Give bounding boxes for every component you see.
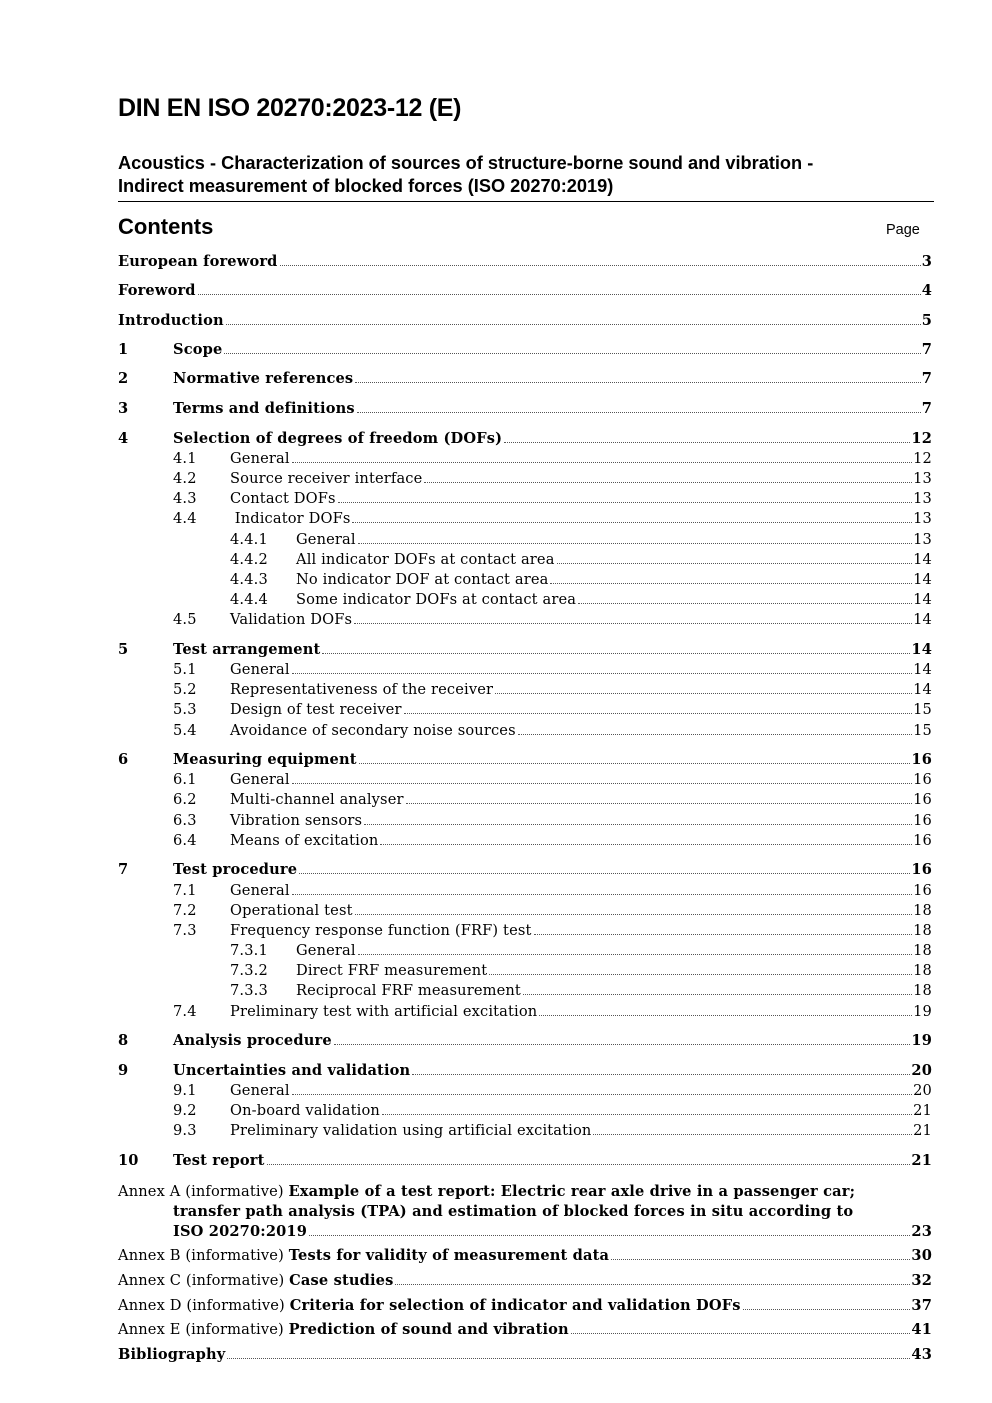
dot-leader: [357, 412, 921, 413]
annex-prefix: Annex E (informative): [118, 1321, 289, 1338]
toc-entry[interactable]: [118, 311, 932, 331]
dot-leader: [611, 1259, 910, 1260]
dot-leader: [334, 1044, 911, 1045]
annex-title: Tests for validity of measurement data: [288, 1247, 610, 1264]
toc-entry[interactable]: [118, 1081, 932, 1101]
toc-entry-number: 9.1: [173, 1082, 197, 1099]
toc-entry-page: 14: [911, 641, 932, 658]
toc-entry-page: 20: [911, 1062, 932, 1079]
dot-leader: [364, 824, 912, 825]
toc-entry-number: 6.3: [173, 812, 197, 829]
toc-entry[interactable]: [118, 1031, 932, 1051]
toc-entry-title: Measuring equipment: [173, 751, 357, 768]
dot-leader: [578, 603, 912, 604]
toc-entry-page: 16: [913, 771, 932, 788]
toc-entry-title: Foreword: [118, 282, 196, 299]
toc-entry[interactable]: [118, 550, 932, 570]
dot-leader: [292, 894, 912, 895]
toc-entry-page: 16: [913, 812, 932, 829]
subtitle-line-2: Indirect measurement of blocked forces (ISO 20270:2019): [118, 176, 614, 196]
toc-annex[interactable]: [118, 1320, 932, 1340]
toc-entry-number: 4.4.3: [230, 571, 268, 588]
dot-leader: [358, 954, 912, 955]
toc-entry-page: 16: [911, 751, 932, 768]
toc-entry-number: 4.2: [173, 470, 197, 487]
table-of-contents: [118, 0, 932, 1403]
toc-entry-page: 16: [913, 791, 932, 808]
toc-entry-title: Representativeness of the receiver: [230, 681, 494, 698]
toc-entry-title: General: [230, 661, 290, 678]
toc-entry-page: 16: [913, 882, 932, 899]
dot-leader: [292, 673, 912, 674]
toc-entry-page: 7: [921, 400, 932, 417]
toc-entry[interactable]: [118, 1002, 932, 1022]
toc-entry-title: Selection of degrees of freedom (DOFs): [173, 430, 503, 447]
toc-entry[interactable]: [118, 429, 932, 449]
annex-prefix: Annex A (informative): [118, 1183, 289, 1200]
toc-entry-number: 7.1: [173, 882, 197, 899]
toc-annex[interactable]: [118, 1271, 932, 1291]
toc-entry[interactable]: [118, 790, 932, 810]
dot-leader: [504, 442, 910, 443]
toc-entry-page: 30: [911, 1247, 932, 1264]
toc-entry-title: Design of test receiver: [230, 701, 402, 718]
toc-entry[interactable]: [118, 981, 932, 1001]
dot-leader: [571, 1333, 911, 1334]
dot-leader: [355, 382, 920, 383]
dot-leader: [280, 265, 921, 266]
toc-entry-page: 43: [911, 1346, 932, 1363]
annex-prefix: Annex D (informative): [118, 1297, 290, 1314]
toc-entry[interactable]: [118, 1061, 932, 1081]
toc-entry[interactable]: [118, 1151, 932, 1171]
toc-entry-page: 32: [911, 1272, 932, 1289]
toc-entry-page: 18: [913, 922, 932, 939]
annex-a-title-line-2: transfer path analysis (TPA) and estimation of blocked forces in situ according to: [173, 1203, 854, 1220]
toc-entry[interactable]: [118, 509, 932, 529]
dot-leader: [382, 1114, 912, 1115]
toc-entry-page: 4: [921, 282, 932, 299]
toc-annex[interactable]: [118, 1246, 932, 1266]
toc-entry-number: 7.3.2: [230, 962, 268, 979]
toc-entry[interactable]: [118, 590, 932, 610]
toc-entry-number: 5.2: [173, 681, 197, 698]
toc-entry-page: 7: [921, 341, 932, 358]
toc-entry[interactable]: [118, 1101, 932, 1121]
toc-entry-page: 13: [913, 470, 932, 487]
toc-entry-page: 3: [921, 253, 932, 270]
toc-entry[interactable]: [118, 369, 932, 389]
toc-entry[interactable]: [118, 530, 932, 550]
dot-leader: [406, 803, 913, 804]
toc-entry-number: 5.3: [173, 701, 197, 718]
toc-entry-page: 21: [913, 1122, 932, 1139]
dot-leader: [292, 462, 912, 463]
toc-entry-title: Source receiver interface: [230, 470, 423, 487]
annex-title: Prediction of sound and vibration: [288, 1321, 569, 1338]
annex-prefix: Annex B (informative): [118, 1247, 289, 1264]
toc-annex-a[interactable]: [118, 1182, 855, 1202]
toc-entry-title: General: [296, 531, 356, 548]
toc-entry-title: General: [230, 1082, 290, 1099]
toc-entry-page: 18: [913, 942, 932, 959]
toc-entry-number: 5.1: [173, 661, 197, 678]
dot-leader: [495, 693, 912, 694]
toc-entry-title: General: [230, 450, 290, 467]
toc-entry-title: Test arrangement: [173, 641, 321, 658]
annex-a-title-line-3: ISO 20270:2019: [173, 1223, 308, 1240]
toc-entry-page: 13: [913, 531, 932, 548]
toc-entry-page: 14: [913, 611, 932, 628]
toc-entry[interactable]: [118, 860, 932, 880]
toc-entry[interactable]: [118, 1121, 932, 1141]
toc-entry-number: 7.3.3: [230, 982, 268, 999]
toc-entry-title: On-board validation: [230, 1102, 380, 1119]
toc-entry-page: 14: [913, 661, 932, 678]
toc-entry[interactable]: [118, 489, 932, 509]
toc-entry-title: Preliminary test with artificial excitation: [230, 1003, 538, 1020]
toc-entry-number: 2: [118, 370, 129, 387]
toc-entry-number: 4.4.2: [230, 551, 268, 568]
toc-entry-page: 18: [913, 982, 932, 999]
toc-entry[interactable]: [118, 811, 932, 831]
toc-entry-page: 12: [911, 430, 932, 447]
toc-entry[interactable]: [118, 831, 932, 851]
toc-entry[interactable]: [118, 449, 932, 469]
toc-entry-number: 7.3.1: [230, 942, 268, 959]
toc-entry-number: 1: [118, 341, 129, 358]
toc-entry-number: 6.4: [173, 832, 197, 849]
toc-entry-page: 13: [913, 510, 932, 527]
toc-entry-page: 18: [913, 902, 932, 919]
toc-entry-page: 7: [921, 370, 932, 387]
dot-leader: [299, 873, 910, 874]
toc-entry-page: 18: [913, 962, 932, 979]
dot-leader: [354, 623, 912, 624]
dot-leader: [309, 1235, 910, 1236]
toc-entry-title: Means of excitation: [230, 832, 379, 849]
toc-entry[interactable]: [118, 281, 932, 301]
toc-entry-page: 15: [913, 722, 932, 739]
toc-entry-page: 12: [913, 450, 932, 467]
toc-entry-title: Introduction: [118, 312, 224, 329]
toc-entry-title: No indicator DOF at contact area: [296, 571, 549, 588]
dot-leader: [523, 994, 912, 995]
toc-entry-page: 19: [913, 1003, 932, 1020]
toc-entry-number: 8: [118, 1032, 129, 1049]
toc-entry-number: 4: [118, 430, 129, 447]
toc-entry-number: 5: [118, 641, 129, 658]
toc-entry-title: General: [296, 942, 356, 959]
page-column-label: Page: [886, 222, 920, 238]
toc-entry-number: 10: [118, 1152, 139, 1169]
toc-entry-page: 5: [921, 312, 932, 329]
dot-leader: [518, 734, 912, 735]
toc-entry[interactable]: [118, 660, 932, 680]
toc-entry-number: 5.4: [173, 722, 197, 739]
toc-entry[interactable]: [118, 770, 932, 790]
toc-entry-title: Indicator DOFs: [230, 510, 351, 527]
toc-entry-page: 20: [913, 1082, 932, 1099]
toc-entry-page: 23: [911, 1223, 932, 1240]
toc-entry-title: Test report: [173, 1152, 265, 1169]
toc-entry-number: 7.3: [173, 922, 197, 939]
dot-leader: [539, 1015, 912, 1016]
dot-leader: [534, 934, 913, 935]
toc-entry-title: General: [230, 771, 290, 788]
toc-entry-page: 21: [911, 1152, 932, 1169]
dot-leader: [267, 1164, 911, 1165]
toc-entry-number: 3: [118, 400, 129, 417]
toc-entry-title: Terms and definitions: [173, 400, 355, 417]
annex-title: Criteria for selection of indicator and validation DOFs: [289, 1297, 741, 1314]
toc-entry-number: 6: [118, 751, 129, 768]
toc-entry-page: 14: [913, 681, 932, 698]
dot-leader: [359, 763, 911, 764]
toc-annex[interactable]: [118, 1296, 932, 1316]
toc-entry[interactable]: [118, 750, 932, 770]
toc-entry[interactable]: [118, 610, 932, 630]
toc-entry-page: 41: [911, 1321, 932, 1338]
toc-entry[interactable]: [118, 469, 932, 489]
toc-entry[interactable]: [118, 700, 932, 720]
toc-entry[interactable]: [118, 399, 932, 419]
toc-entry-page: 16: [911, 861, 932, 878]
toc-entry-number: 4.5: [173, 611, 197, 628]
dot-leader: [292, 783, 912, 784]
dot-leader: [198, 294, 921, 295]
toc-entry[interactable]: [118, 640, 932, 660]
toc-entry-title: General: [230, 882, 290, 899]
toc-entry-number: 7: [118, 861, 129, 878]
toc-entry[interactable]: [118, 901, 932, 921]
dot-leader: [338, 502, 912, 503]
dot-leader: [743, 1309, 911, 1310]
toc-entry-title: Direct FRF measurement: [296, 962, 488, 979]
dot-leader: [322, 653, 910, 654]
toc-entry-title: Some indicator DOFs at contact area: [296, 591, 577, 608]
toc-entry-number: 6.1: [173, 771, 197, 788]
toc-entry-page: 15: [913, 701, 932, 718]
toc-entry-title: Avoidance of secondary noise sources: [230, 722, 516, 739]
toc-entry-page: 37: [911, 1297, 932, 1314]
toc-entry[interactable]: [118, 961, 932, 981]
toc-entry-page: 14: [913, 571, 932, 588]
dot-leader: [412, 1074, 910, 1075]
toc-entry-title: Uncertainties and validation: [173, 1062, 411, 1079]
toc-entry-number: 4.4.4: [230, 591, 268, 608]
annex-a-title-line-3-row: [118, 1222, 932, 1242]
toc-entry-page: 16: [913, 832, 932, 849]
dot-leader: [404, 713, 913, 714]
dot-leader: [593, 1134, 912, 1135]
document-title: DIN EN ISO 20270:2023-12 (E): [118, 94, 462, 122]
toc-entry-number: 6.2: [173, 791, 197, 808]
dot-leader: [352, 522, 912, 523]
toc-entry-title: Reciprocal FRF measurement: [296, 982, 521, 999]
dot-leader: [358, 543, 912, 544]
toc-entry[interactable]: [118, 941, 932, 961]
toc-entry-page: 21: [913, 1102, 932, 1119]
dot-leader: [224, 353, 920, 354]
toc-entry-number: 4.1: [173, 450, 197, 467]
toc-entry-number: 4.4: [173, 510, 197, 527]
toc-entry-title: Vibration sensors: [230, 812, 363, 829]
toc-entry-title: Contact DOFs: [230, 490, 336, 507]
toc-entry-title: Operational test: [230, 902, 353, 919]
toc-entry[interactable]: [118, 680, 932, 700]
toc-entry-page: 14: [913, 591, 932, 608]
dot-leader: [550, 583, 912, 584]
toc-entry-page: 14: [913, 551, 932, 568]
toc-entry-title: Validation DOFs: [230, 611, 353, 628]
toc-entry-title: Normative references: [173, 370, 354, 387]
toc-entry-number: 9.2: [173, 1102, 197, 1119]
annex-prefix: Annex C (informative): [118, 1272, 290, 1289]
toc-entry-title: Test procedure: [173, 861, 298, 878]
toc-entry-title: Preliminary validation using artificial excitation: [230, 1122, 592, 1139]
bibliography-title: Bibliography: [118, 1346, 226, 1363]
toc-entry-number: 4.3: [173, 490, 197, 507]
toc-entry-title: European foreword: [118, 253, 278, 270]
toc-entry-title: All indicator DOFs at contact area: [296, 551, 555, 568]
subtitle-line-1: Acoustics - Characterization of sources of structure-borne sound and vibration -: [118, 153, 814, 173]
toc-entry-page: 13: [913, 490, 932, 507]
contents-heading: Contents: [118, 214, 214, 239]
dot-leader: [557, 563, 913, 564]
toc-entry[interactable]: [118, 340, 932, 360]
toc-bibliography[interactable]: [118, 1345, 932, 1365]
dot-leader: [395, 1284, 910, 1285]
dot-leader: [424, 482, 912, 483]
toc-entry-number: 4.4.1: [230, 531, 268, 548]
toc-entry-page: 19: [911, 1032, 932, 1049]
toc-entry[interactable]: [118, 721, 932, 741]
dot-leader: [226, 324, 921, 325]
toc-entry-number: 9: [118, 1062, 129, 1079]
dot-leader: [489, 974, 912, 975]
dot-leader: [355, 914, 913, 915]
dot-leader: [292, 1094, 912, 1095]
toc-entry[interactable]: [118, 252, 932, 272]
annex-a-title-line-1: Example of a test report: Electric rear axle drive in a passenger car;: [288, 1183, 856, 1200]
annex-title: Case studies: [289, 1272, 394, 1289]
dot-leader: [227, 1358, 910, 1359]
dot-leader: [380, 844, 912, 845]
toc-entry-title: Frequency response function (FRF) test: [230, 922, 532, 939]
toc-entry[interactable]: [118, 570, 932, 590]
toc-entry-title: Scope: [173, 341, 223, 358]
toc-entry[interactable]: [118, 881, 932, 901]
toc-entry-number: 7.4: [173, 1003, 197, 1020]
toc-entry[interactable]: [118, 921, 932, 941]
toc-entry-title: Multi-channel analyser: [230, 791, 404, 808]
toc-entry-number: 9.3: [173, 1122, 197, 1139]
toc-entry-number: 7.2: [173, 902, 197, 919]
toc-entry-title: Analysis procedure: [173, 1032, 332, 1049]
